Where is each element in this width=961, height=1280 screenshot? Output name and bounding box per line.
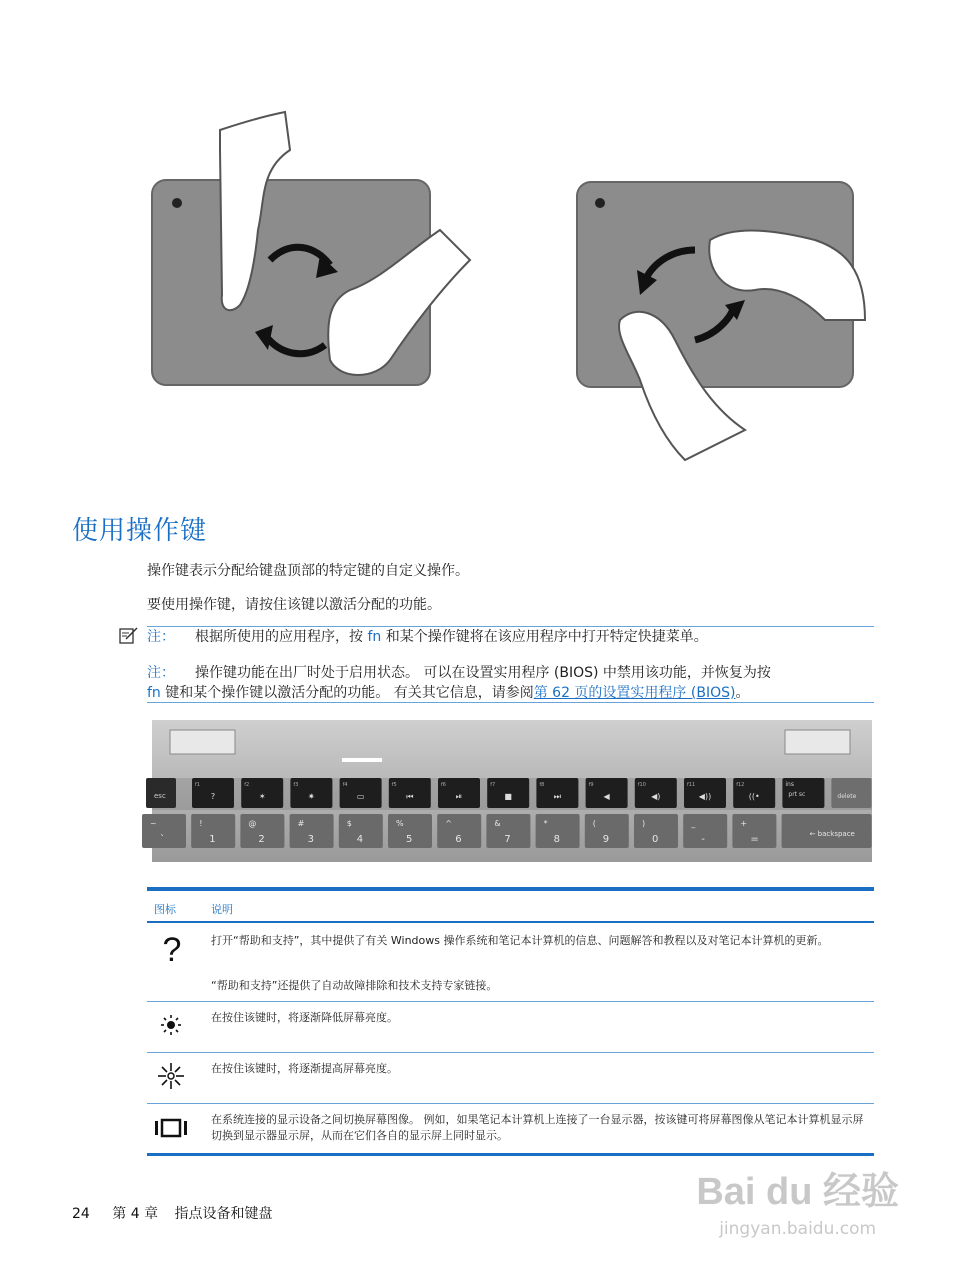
number-key-label: 1 bbox=[209, 834, 216, 845]
row-brightness-up-description: 在按住该键时，将逐渐提高屏幕亮度。 bbox=[211, 1062, 398, 1075]
function-key-icon: ? bbox=[210, 792, 216, 801]
function-key-icon: ✷ bbox=[308, 792, 315, 801]
ins-label: ins bbox=[785, 781, 795, 788]
note-2-fn: fn bbox=[147, 685, 161, 701]
function-key-label: f5 bbox=[391, 782, 397, 788]
function-key-icon: ■ bbox=[504, 792, 512, 801]
function-key-label: f3 bbox=[293, 782, 299, 788]
number-key-label: 8 bbox=[553, 834, 560, 845]
function-key-label: f10 bbox=[637, 782, 646, 788]
touchpad-rotate-counterclockwise-illustration bbox=[565, 170, 885, 470]
number-key-shift-label: * bbox=[543, 819, 548, 828]
number-key-shift-label: ~ bbox=[150, 819, 157, 828]
note-1-fn: fn bbox=[367, 629, 382, 645]
note-icon bbox=[118, 626, 140, 646]
number-key-shift-label: ^ bbox=[445, 819, 452, 828]
table-bottom-rule bbox=[147, 1153, 874, 1156]
function-key-label: f9 bbox=[588, 782, 594, 788]
number-key-shift-label: & bbox=[494, 819, 501, 828]
note-1-text-b: 和某个操作键将在该应用程序中打开特定快捷菜单。 bbox=[381, 629, 708, 645]
number-key-shift-label: % bbox=[396, 819, 404, 828]
number-key-shift-label: $ bbox=[346, 819, 352, 828]
number-key-label: 9 bbox=[602, 834, 610, 845]
table-top-rule bbox=[147, 887, 874, 891]
number-key-label: = bbox=[750, 834, 759, 845]
note-2-label: 注： bbox=[147, 665, 175, 681]
note-2 bbox=[147, 663, 874, 703]
note-1-text-a: 根据所使用的应用程序，按 bbox=[195, 629, 368, 645]
function-key-icon: ⏯ bbox=[455, 792, 463, 801]
number-key-label: 2 bbox=[258, 834, 265, 845]
number-key-shift-label: + bbox=[740, 819, 748, 828]
intro-paragraph-2: 要使用操作键，请按住该键以激活分配的功能。 bbox=[147, 597, 441, 613]
table-header-description: 说明 bbox=[211, 903, 233, 916]
number-key-row bbox=[142, 814, 872, 848]
number-key-shift-label: ) bbox=[642, 819, 646, 828]
help-icon: ? bbox=[162, 931, 182, 969]
function-key-label: f6 bbox=[441, 782, 446, 788]
watermark-url: jingyan.baidu.com bbox=[719, 1219, 877, 1239]
function-key-label: f12 bbox=[736, 782, 745, 788]
note-1-label: 注： bbox=[147, 629, 175, 645]
bios-link[interactable]: 第 62 页的设置实用程序 (BIOS) bbox=[533, 685, 736, 701]
row-divider bbox=[147, 1001, 874, 1002]
row-divider bbox=[147, 1052, 874, 1053]
number-key-shift-label: _ bbox=[691, 819, 696, 828]
function-key-icon: ◀) bbox=[651, 792, 661, 801]
intro-paragraph-1: 操作键表示分配给键盘顶部的特定键的自定义操作。 bbox=[147, 563, 469, 579]
table-header-rule bbox=[147, 921, 874, 923]
number-key-label: - bbox=[701, 834, 705, 845]
number-key-label: 0 bbox=[652, 834, 659, 845]
note-2-text-b: 键和某个操作键以激活分配的功能。 有关其它信息，请参阅 bbox=[160, 685, 534, 701]
row-help-description-2: “帮助和支持”还提供了自动故障排除和技术支持专家链接。 bbox=[211, 979, 498, 992]
brightness-down-icon bbox=[147, 1012, 197, 1038]
brightness-up-icon bbox=[147, 1061, 197, 1091]
function-key-icon: ⏭ bbox=[553, 792, 562, 801]
note-1 bbox=[147, 627, 874, 647]
function-key-label: f2 bbox=[244, 782, 250, 788]
delete-key-label: delete bbox=[837, 793, 857, 800]
keyboard-top-row-illustration bbox=[152, 720, 872, 862]
function-key-label: f11 bbox=[687, 782, 696, 788]
function-key-icon: ✶ bbox=[258, 792, 266, 801]
function-key-icon: ⏮ bbox=[406, 792, 414, 801]
page-footer bbox=[72, 1203, 273, 1223]
function-key-icon: ◀)) bbox=[698, 792, 712, 801]
note-bottom-rule bbox=[147, 702, 874, 703]
row-help-description: 打开“帮助和支持”，其中提供了有关 Windows 操作系统和笔记本计算机的信息、问题解答和教程以及对笔记本计算机的更新。 bbox=[211, 934, 829, 947]
number-key-label: 7 bbox=[504, 834, 511, 845]
function-key-icon: ▭ bbox=[356, 792, 365, 801]
table-header-icon: 图标 bbox=[154, 903, 176, 916]
number-key-label: 3 bbox=[307, 834, 314, 845]
number-key-shift-label: @ bbox=[248, 819, 257, 828]
function-key-row bbox=[146, 778, 871, 808]
baidu-watermark bbox=[696, 1160, 899, 1239]
page-number: 24 bbox=[72, 1206, 90, 1222]
row-switch-display-description: 在系统连接的显示设备之间切换屏幕图像。 例如，如果笔记本计算机上连接了一台显示器，按该键可将屏幕图像从笔记本计算机显示屏切换到显示器显示屏，从而在它们各自的显示屏上同时显示。 bbox=[211, 1113, 864, 1142]
number-key-shift-label: # bbox=[297, 819, 305, 828]
row-brightness-down-description: 在按住该键时，将逐渐降低屏幕亮度。 bbox=[211, 1011, 398, 1024]
number-key-shift-label: ( bbox=[592, 819, 596, 828]
section-heading: 使用操作键 bbox=[72, 516, 208, 546]
backspace-key-label: ← backspace bbox=[809, 830, 855, 838]
number-key-label: 4 bbox=[356, 834, 364, 845]
prt-sc-label: prt sc bbox=[788, 791, 806, 798]
function-key-icon: ((• bbox=[748, 792, 760, 801]
esc-key-label: esc bbox=[154, 792, 166, 800]
function-key-label: f4 bbox=[342, 782, 348, 788]
number-key-label: 6 bbox=[455, 834, 462, 845]
watermark-brand: Bai du 经验 bbox=[696, 1171, 899, 1213]
chapter-title: 指点设备和键盘 bbox=[174, 1206, 273, 1222]
number-key bbox=[683, 814, 727, 848]
function-key-label: f7 bbox=[490, 782, 496, 788]
number-key-shift-label: ! bbox=[199, 819, 203, 828]
chapter-number: 第 4 章 bbox=[112, 1206, 159, 1222]
note-2-text-a: 操作键功能在出厂时处于启用状态。 可以在设置实用程序 (BIOS) 中禁用该功能，并恢复为按 bbox=[195, 665, 771, 681]
note-2-text-c: 。 bbox=[735, 685, 750, 701]
function-key-label: f1 bbox=[195, 782, 200, 788]
number-key-label: ` bbox=[160, 834, 165, 845]
number-key-label: 5 bbox=[406, 834, 413, 845]
switch-display-icon bbox=[147, 1117, 197, 1139]
touchpad-rotate-clockwise-illustration bbox=[140, 110, 500, 410]
function-key-icon: ◀ bbox=[603, 792, 610, 801]
function-key-label: f8 bbox=[539, 782, 545, 788]
row-divider bbox=[147, 1103, 874, 1104]
